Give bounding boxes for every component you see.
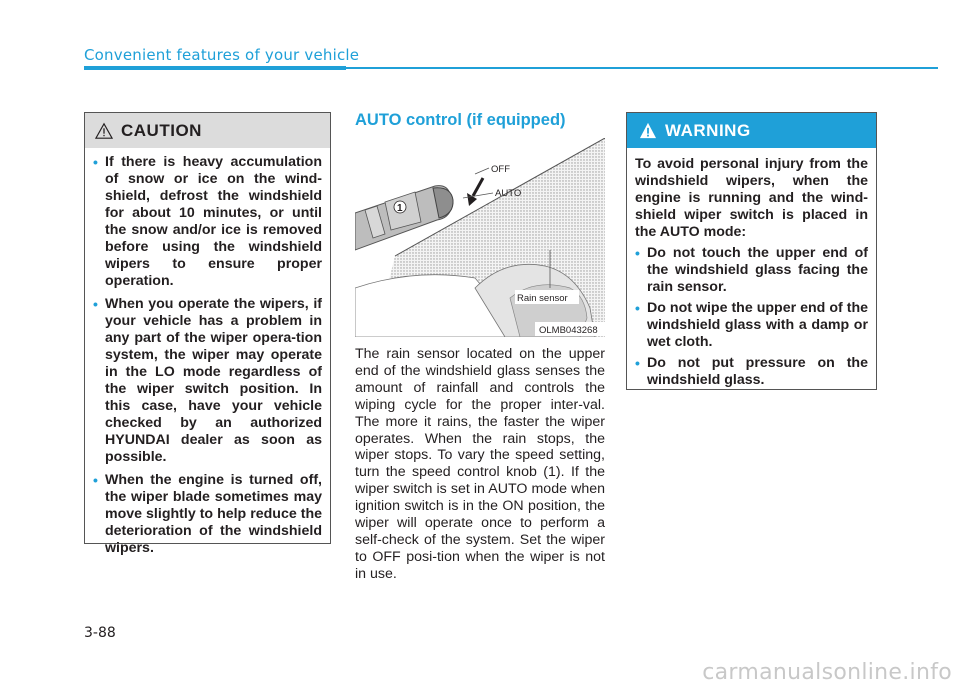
bullet-icon: • [635, 300, 640, 316]
off-leader [475, 168, 489, 174]
callout-number: 1 [397, 203, 403, 214]
caution-item-text: If there is heavy accumulation of snow or ice on the wind-shield, defrost the windshield for about 10 minutes, or until the snow and/or ice is removed before using the windshield wipers to ensure proper operation. [105, 154, 322, 289]
bullet-icon: • [93, 154, 98, 170]
label-auto: AUTO [495, 188, 522, 199]
caution-item [93, 472, 322, 557]
caution-item-text: When you operate the wipers, if your vehicle has a problem in any part of the wiper opera-tion system, the wiper may operate in the LO mode regardless of the wiper switch position. In this case, have your vehicle checked by an authorized HYUNDAI dealer as soon as possible. [105, 296, 322, 465]
bullet-icon: • [93, 472, 98, 488]
warning-item [635, 245, 868, 296]
label-rain-sensor: Rain sensor [517, 293, 568, 304]
caution-header [85, 113, 330, 148]
warning-header [627, 113, 876, 148]
warning-box [626, 112, 877, 390]
bullet-icon: • [635, 245, 640, 261]
page-number: 3-88 [84, 625, 116, 641]
warning-body [627, 148, 876, 389]
wiper-switch-drawing [355, 138, 605, 337]
warning-triangle-filled-icon [639, 122, 657, 139]
header-rule-thick [84, 66, 346, 70]
caution-item [93, 154, 322, 290]
warning-item-text: Do not wipe the upper end of the windshield glass with a damp or wet cloth. [647, 300, 868, 350]
warning-triangle-outline-icon [95, 122, 113, 140]
caution-title: CAUTION [121, 120, 202, 140]
warning-intro: To avoid personal injury from the windshield wipers, when the engine is running and the wind-shield wiper switch is placed in the AUTO mode: [635, 156, 868, 240]
warning-title: WARNING [665, 120, 751, 140]
warning-item-text: Do not put pressure on the windshield glass. [647, 355, 868, 388]
label-off: OFF [491, 164, 510, 175]
wiper-switch-illustration [355, 138, 605, 337]
caution-item [93, 296, 322, 466]
auto-control-heading: AUTO control (if equipped) [355, 111, 566, 129]
bullet-icon: • [635, 355, 640, 371]
direction-arrow [473, 178, 483, 196]
warning-list [635, 245, 868, 389]
warning-item-text: Do not touch the upper end of the windshield glass facing the rain sensor. [647, 245, 868, 295]
section-title: Convenient features of your vehicle [84, 46, 360, 64]
bullet-icon: • [93, 296, 98, 312]
figure-code: OLMB043268 [539, 325, 598, 336]
warning-item [635, 355, 868, 389]
caution-list [85, 148, 330, 557]
caution-box [84, 112, 331, 556]
auto-control-body: The rain sensor located on the upper end of the windshield glass senses the amount of rainfall and controls the wiping cycle for the proper inter-val. The more it rains, the faster the wiper operates. When the rain stops, the wiper stops. To vary the speed setting, turn the speed control knob (1). If the wiper switch is set in AUTO mode when ignition switch is in the ON position, the wiper will operate once to perform a self-check of the system. Set the wiper to OFF posi-tion when the wiper is not in use. [355, 346, 605, 582]
watermark: carmanualsonline.info [702, 660, 952, 685]
warning-item [635, 300, 868, 351]
header-rule-thin [346, 67, 938, 69]
caution-item-text: When the engine is turned off, the wiper blade sometimes may move slightly to help reduce the deterioration of the windshield wipers. [105, 472, 322, 556]
